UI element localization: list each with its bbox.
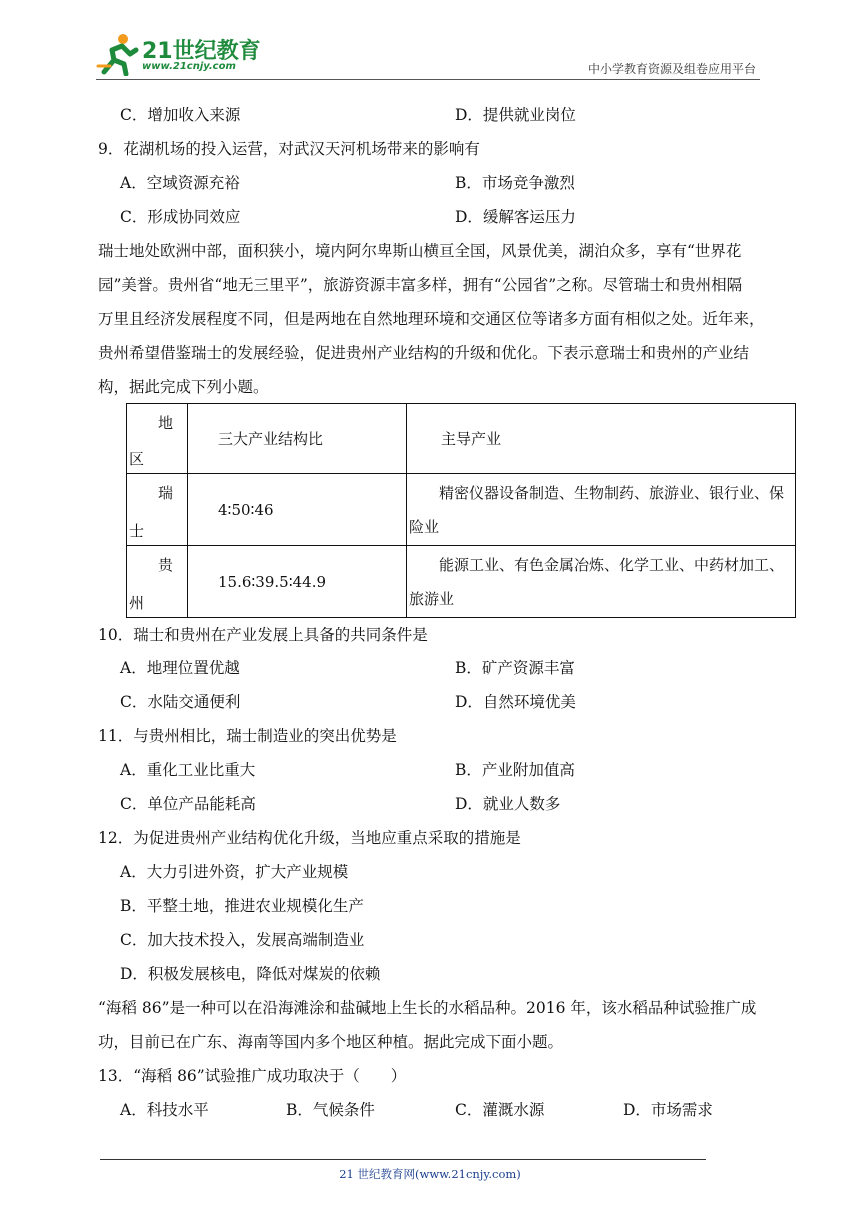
question-11-stem: 11．与贵州相比，瑞士制造业的突出优势是 xyxy=(98,727,397,745)
region-cell-switzerland xyxy=(127,474,188,546)
ratio-cell: 15.6∶39.5∶44.9 xyxy=(188,546,407,618)
runner-icon xyxy=(96,32,140,76)
q11-option-c[interactable]: C．单位产品能耗高 xyxy=(120,795,256,813)
header-region-char: 区 xyxy=(129,450,145,468)
platform-title: 中小学教育资源及组卷应用平台 xyxy=(587,62,756,76)
logo-url: www.21cnjy.com xyxy=(142,61,236,72)
q13-option-d[interactable]: D．市场需求 xyxy=(623,1101,713,1119)
q13-option-c[interactable]: C．灌溉水源 xyxy=(455,1101,545,1119)
region-char: 州 xyxy=(129,594,145,612)
q13-option-b[interactable]: B．气候条件 xyxy=(286,1101,375,1119)
region-char: 贵 xyxy=(157,556,173,574)
q11-option-b[interactable]: B．产业附加值高 xyxy=(455,761,575,779)
q10-option-c[interactable]: C．水陆交通便利 xyxy=(120,693,241,711)
q9-option-d[interactable]: D．缓解客运压力 xyxy=(455,208,576,226)
region-char: 士 xyxy=(129,522,145,540)
q8-option-d[interactable]: D．提供就业岗位 xyxy=(455,106,576,124)
passage1-line: 万里且经济发展程度不同，但是两地在自然地理环境和交通区位等诸多方面有相似之处。近年来， xyxy=(98,310,765,328)
passage2-line: 功，目前已在广东、海南等国内多个地区种植。据此完成下面小题。 xyxy=(98,1033,564,1051)
table-row xyxy=(127,546,796,618)
q9-option-b[interactable]: B．市场竞争激烈 xyxy=(455,174,575,192)
header-divider xyxy=(96,79,760,80)
question-10-stem: 10．瑞士和贵州在产业发展上具备的共同条件是 xyxy=(98,626,428,644)
q12-option-a[interactable]: A．大力引进外资，扩大产业规模 xyxy=(120,863,349,881)
table-row xyxy=(127,474,796,546)
question-13-stem: 13．“海稻 86”试验推广成功取决于（ ） xyxy=(98,1067,407,1085)
q8-option-c[interactable]: C．增加收入来源 xyxy=(120,106,241,124)
header-region-cell xyxy=(127,404,188,474)
q12-option-b[interactable]: B．平整土地，推进农业规模化生产 xyxy=(120,897,364,915)
q11-option-a[interactable]: A．重化工业比重大 xyxy=(120,761,256,779)
q9-option-a[interactable]: A．空域资源充裕 xyxy=(120,174,240,192)
q11-option-d[interactable]: D．就业人数多 xyxy=(455,795,561,813)
q9-option-c[interactable]: C．形成协同效应 xyxy=(120,208,241,226)
passage1-line: 园”美誉。贵州省“地无三里平”，旅游资源丰富多样，拥有“公园省”之称。尽管瑞士和贵州相隔 xyxy=(98,276,743,294)
logo-text: 21世纪教育 xyxy=(142,39,261,64)
q10-option-b[interactable]: B．矿产资源丰富 xyxy=(455,659,575,677)
header-region-char: 地 xyxy=(157,414,173,432)
table-header-row xyxy=(127,404,796,474)
q10-option-d[interactable]: D．自然环境优美 xyxy=(455,693,576,711)
q12-option-d[interactable]: D．积极发展核电，降低对煤炭的依赖 xyxy=(120,965,381,983)
region-cell-guizhou xyxy=(127,546,188,618)
passage1-line: 贵州希望借鉴瑞士的发展经验，促进贵州产业结构的升级和优化。下表示意瑞士和贵州的产业结 xyxy=(98,344,750,362)
footer-divider xyxy=(100,1159,706,1160)
header-ratio-cell: 三大产业结构比 xyxy=(188,404,407,474)
footer-link[interactable]: 21 世纪教育网(www.21cnjy.com) xyxy=(339,1167,521,1181)
page-header xyxy=(0,0,860,82)
q13-option-a[interactable]: A．科技水平 xyxy=(120,1101,209,1119)
region-char: 瑞 xyxy=(157,484,173,502)
ratio-cell: 4∶50∶46 xyxy=(188,474,407,546)
q12-option-c[interactable]: C．加大技术投入，发展高端制造业 xyxy=(120,931,365,949)
header-main-industry-cell: 主导产业 xyxy=(407,404,796,474)
passage2-line: “海稻 86”是一种可以在沿海滩涂和盐碱地上生长的水稻品种。2016 年，该水稻品种试验推广成 xyxy=(98,999,757,1017)
main-industry-cell: 能源工业、有色金属冶炼、化学工业、中药材加工、旅游业 xyxy=(407,546,796,618)
question-12-stem: 12．为促进贵州产业结构优化升级，当地应重点采取的措施是 xyxy=(98,829,521,847)
site-logo[interactable] xyxy=(96,30,266,78)
question-9-stem: 9．花湖机场的投入运营，对武汉天河机场带来的影响有 xyxy=(98,140,480,158)
q10-option-a[interactable]: A．地理位置优越 xyxy=(120,659,240,677)
passage1-line: 构，据此完成下列小题。 xyxy=(98,378,269,396)
industry-structure-table xyxy=(126,403,796,618)
main-industry-cell: 精密仪器设备制造、生物制药、旅游业、银行业、保险业 xyxy=(407,474,796,546)
passage1-line: 瑞士地处欧洲中部，面积狭小，境内阿尔卑斯山横亘全国，风景优美，湖泊众多，享有“世界花 xyxy=(98,242,742,260)
